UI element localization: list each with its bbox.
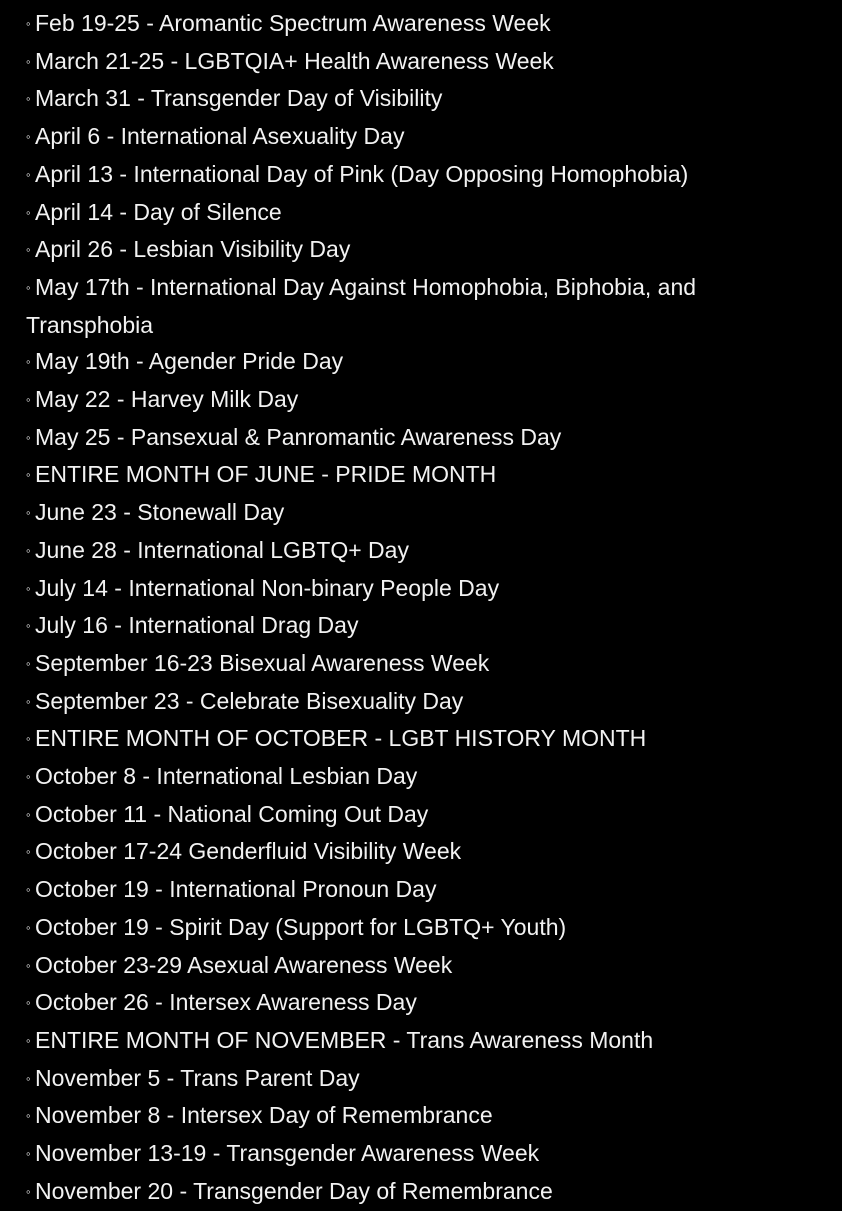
- event-text: October 23-29 Asexual Awareness Week: [35, 951, 453, 978]
- bullet-icon: ◦: [26, 467, 31, 483]
- event-text: ENTIRE MONTH OF NOVEMBER - Trans Awareness Month: [35, 1026, 654, 1053]
- event-text: October 11 - National Coming Out Day: [35, 800, 429, 827]
- event-text: March 21-25 - LGBTQIA+ Health Awareness Week: [35, 47, 554, 74]
- list-item: [26, 1173, 826, 1211]
- list-item: [26, 645, 826, 683]
- bullet-icon: ◦: [26, 693, 31, 709]
- bullet-icon: ◦: [26, 1183, 31, 1199]
- bullet-icon: ◦: [26, 204, 31, 220]
- bullet-icon: ◦: [26, 1146, 31, 1162]
- bullet-icon: ◦: [26, 580, 31, 596]
- event-text: October 19 - Spirit Day (Support for LGBTQ+ Youth): [35, 913, 567, 940]
- event-text: September 16-23 Bisexual Awareness Week: [35, 649, 490, 676]
- event-text: May 22 - Harvey Milk Day: [35, 386, 299, 413]
- bullet-icon: ◦: [26, 1070, 31, 1086]
- list-item: [26, 1060, 826, 1098]
- bullet-icon: ◦: [26, 731, 31, 747]
- list-item: [26, 532, 826, 570]
- list-item: [26, 5, 826, 43]
- event-text: March 31 - Transgender Day of Visibility: [35, 85, 443, 112]
- bullet-icon: ◦: [26, 53, 31, 69]
- bullet-icon: ◦: [26, 844, 31, 860]
- list-item: [26, 570, 826, 608]
- bullet-icon: ◦: [26, 655, 31, 671]
- bullet-icon: ◦: [26, 279, 31, 295]
- bullet-icon: ◦: [26, 242, 31, 258]
- bullet-icon: ◦: [26, 882, 31, 898]
- event-text: July 14 - International Non-binary People Day: [35, 574, 500, 601]
- list-item: [26, 118, 826, 156]
- list-item: [26, 984, 826, 1022]
- list-item: [26, 758, 826, 796]
- event-text: October 19 - International Pronoun Day: [35, 876, 437, 903]
- event-text: September 23 - Celebrate Bisexuality Day: [35, 687, 464, 714]
- list-item: [26, 683, 826, 721]
- event-text: November 5 - Trans Parent Day: [35, 1064, 360, 1091]
- event-text: Feb 19-25 - Aromantic Spectrum Awareness Week: [35, 10, 551, 36]
- awareness-dates-list: [26, 5, 826, 1211]
- event-text: May 19th - Agender Pride Day: [35, 348, 344, 375]
- bullet-icon: ◦: [26, 618, 31, 634]
- event-text: November 20 - Transgender Day of Remembrance: [35, 1177, 553, 1204]
- list-item: [26, 947, 826, 985]
- bullet-icon: ◦: [26, 957, 31, 973]
- list-item: [26, 156, 826, 194]
- list-item: [26, 871, 826, 909]
- event-text: April 13 - International Day of Pink (Day Opposing Homophobia): [35, 160, 689, 187]
- event-text: May 25 - Pansexual & Panromantic Awareness Day: [35, 423, 562, 450]
- bullet-icon: ◦: [26, 429, 31, 445]
- list-item: [26, 231, 826, 269]
- bullet-icon: ◦: [26, 806, 31, 822]
- event-text: ENTIRE MONTH OF OCTOBER - LGBT HISTORY MONTH: [35, 725, 647, 752]
- bullet-icon: ◦: [26, 129, 31, 145]
- event-text: October 26 - Intersex Awareness Day: [35, 989, 417, 1016]
- list-item: [26, 909, 826, 947]
- event-text: June 28 - International LGBTQ+ Day: [35, 536, 409, 563]
- list-item: [26, 1135, 826, 1173]
- list-item: [26, 494, 826, 532]
- list-item: [26, 720, 826, 758]
- list-item: [26, 381, 826, 419]
- bullet-icon: ◦: [26, 769, 31, 785]
- event-text: ENTIRE MONTH OF JUNE - PRIDE MONTH: [35, 461, 497, 488]
- list-item: [26, 833, 826, 871]
- event-text: June 23 - Stonewall Day: [35, 499, 285, 526]
- list-item: [26, 1022, 826, 1060]
- event-text: October 8 - International Lesbian Day: [35, 763, 418, 790]
- list-item: [26, 43, 826, 81]
- event-text: April 14 - Day of Silence: [35, 198, 282, 225]
- event-text: July 16 - International Drag Day: [35, 612, 359, 639]
- event-text: May 17th - International Day Against Homophobia, Biphobia, and Transphobia: [26, 273, 697, 338]
- list-item: [26, 796, 826, 834]
- event-text: November 13-19 - Transgender Awareness Week: [35, 1140, 540, 1167]
- bullet-icon: ◦: [26, 1032, 31, 1048]
- list-item: [26, 194, 826, 232]
- event-text: April 6 - International Asexuality Day: [35, 123, 405, 150]
- bullet-icon: ◦: [26, 91, 31, 107]
- event-text: November 8 - Intersex Day of Remembrance: [35, 1102, 493, 1129]
- bullet-icon: ◦: [26, 16, 31, 31]
- list-item: [26, 80, 826, 118]
- bullet-icon: ◦: [26, 505, 31, 521]
- list-item: [26, 269, 826, 343]
- list-item: [26, 419, 826, 457]
- bullet-icon: ◦: [26, 166, 31, 182]
- list-item: [26, 343, 826, 381]
- list-item: [26, 1097, 826, 1135]
- bullet-icon: ◦: [26, 354, 31, 370]
- bullet-icon: ◦: [26, 542, 31, 558]
- list-item: [26, 456, 826, 494]
- list-item: [26, 607, 826, 645]
- bullet-icon: ◦: [26, 392, 31, 408]
- event-text: October 17-24 Genderfluid Visibility Week: [35, 838, 462, 865]
- bullet-icon: ◦: [26, 995, 31, 1011]
- bullet-icon: ◦: [26, 1108, 31, 1124]
- bullet-icon: ◦: [26, 919, 31, 935]
- event-text: April 26 - Lesbian Visibility Day: [35, 236, 351, 263]
